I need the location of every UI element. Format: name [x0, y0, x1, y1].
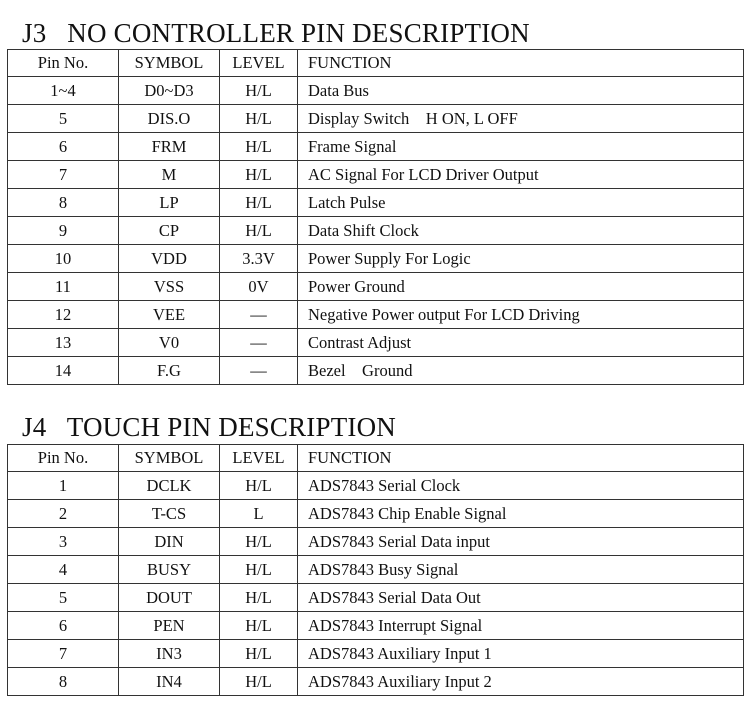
- function-cell: Data Shift Clock: [298, 217, 744, 245]
- level-cell: H/L: [220, 528, 298, 556]
- pin-no-cell: 9: [8, 217, 119, 245]
- pin-no-cell: 13: [8, 329, 119, 357]
- table-header-row: [8, 50, 744, 77]
- j3-pin-table: [7, 49, 744, 385]
- table-row: [8, 105, 744, 133]
- table-row: [8, 329, 744, 357]
- function-cell: Bezel Ground: [298, 357, 744, 385]
- table-row: [8, 217, 744, 245]
- function-cell: Data Bus: [298, 77, 744, 105]
- pin-no-cell: 5: [8, 105, 119, 133]
- symbol-cell: V0: [119, 329, 220, 357]
- pin-no-header: Pin No.: [8, 50, 119, 77]
- pin-no-cell: 1~4: [8, 77, 119, 105]
- table-header-row: [8, 445, 744, 472]
- symbol-cell: DOUT: [119, 584, 220, 612]
- table-row: [8, 556, 744, 584]
- level-cell: H/L: [220, 472, 298, 500]
- table-row: [8, 500, 744, 528]
- function-cell: Display Switch H ON, L OFF: [298, 105, 744, 133]
- function-cell: Power Ground: [298, 273, 744, 301]
- level-cell: H/L: [220, 161, 298, 189]
- level-cell: H/L: [220, 584, 298, 612]
- pin-no-cell: 7: [8, 161, 119, 189]
- level-cell: —: [220, 357, 298, 385]
- symbol-cell: F.G: [119, 357, 220, 385]
- symbol-cell: CP: [119, 217, 220, 245]
- j4-pin-table: [7, 444, 744, 696]
- pin-no-cell: 1: [8, 472, 119, 500]
- table-row: [8, 273, 744, 301]
- symbol-cell: DCLK: [119, 472, 220, 500]
- symbol-cell: DIS.O: [119, 105, 220, 133]
- function-cell: Latch Pulse: [298, 189, 744, 217]
- j3-section-title: J3 NO CONTROLLER PIN DESCRIPTION: [22, 18, 530, 48]
- table-row: [8, 133, 744, 161]
- pin-no-cell: 4: [8, 556, 119, 584]
- table-row: [8, 584, 744, 612]
- pin-no-cell: 6: [8, 612, 119, 640]
- table-row: [8, 612, 744, 640]
- function-cell: ADS7843 Auxiliary Input 2: [298, 668, 744, 696]
- pin-no-cell: 2: [8, 500, 119, 528]
- symbol-cell: VEE: [119, 301, 220, 329]
- symbol-cell: VDD: [119, 245, 220, 273]
- pin-no-cell: 3: [8, 528, 119, 556]
- table-row: [8, 357, 744, 385]
- function-cell: ADS7843 Chip Enable Signal: [298, 500, 744, 528]
- table-row: [8, 189, 744, 217]
- function-cell: ADS7843 Busy Signal: [298, 556, 744, 584]
- symbol-cell: BUSY: [119, 556, 220, 584]
- pin-no-cell: 5: [8, 584, 119, 612]
- pin-no-cell: 8: [8, 189, 119, 217]
- level-cell: H/L: [220, 77, 298, 105]
- table-row: [8, 668, 744, 696]
- function-cell: ADS7843 Serial Clock: [298, 472, 744, 500]
- function-cell: ADS7843 Serial Data Out: [298, 584, 744, 612]
- level-cell: H/L: [220, 217, 298, 245]
- level-cell: H/L: [220, 640, 298, 668]
- symbol-cell: D0~D3: [119, 77, 220, 105]
- pin-no-cell: 12: [8, 301, 119, 329]
- pin-no-cell: 8: [8, 668, 119, 696]
- level-cell: —: [220, 301, 298, 329]
- function-cell: Power Supply For Logic: [298, 245, 744, 273]
- level-cell: 0V: [220, 273, 298, 301]
- symbol-cell: PEN: [119, 612, 220, 640]
- function-header: FUNCTION: [298, 445, 744, 472]
- level-cell: H/L: [220, 612, 298, 640]
- table-row: [8, 245, 744, 273]
- pin-no-cell: 10: [8, 245, 119, 273]
- function-cell: Contrast Adjust: [298, 329, 744, 357]
- symbol-cell: IN3: [119, 640, 220, 668]
- function-cell: Frame Signal: [298, 133, 744, 161]
- level-header: LEVEL: [220, 50, 298, 77]
- j4-table-body: [8, 472, 744, 696]
- level-cell: —: [220, 329, 298, 357]
- function-cell: Negative Power output For LCD Driving: [298, 301, 744, 329]
- symbol-header: SYMBOL: [119, 445, 220, 472]
- table-row: [8, 161, 744, 189]
- table-row: [8, 528, 744, 556]
- level-cell: H/L: [220, 668, 298, 696]
- pin-no-header: Pin No.: [8, 445, 119, 472]
- table-row: [8, 640, 744, 668]
- symbol-cell: M: [119, 161, 220, 189]
- symbol-cell: FRM: [119, 133, 220, 161]
- level-cell: L: [220, 500, 298, 528]
- j4-section-title: J4 TOUCH PIN DESCRIPTION: [22, 412, 396, 442]
- level-cell: H/L: [220, 105, 298, 133]
- function-cell: ADS7843 Auxiliary Input 1: [298, 640, 744, 668]
- level-cell: H/L: [220, 556, 298, 584]
- function-cell: ADS7843 Serial Data input: [298, 528, 744, 556]
- pin-no-cell: 11: [8, 273, 119, 301]
- table-row: [8, 301, 744, 329]
- function-cell: AC Signal For LCD Driver Output: [298, 161, 744, 189]
- level-cell: 3.3V: [220, 245, 298, 273]
- pin-no-cell: 7: [8, 640, 119, 668]
- level-cell: H/L: [220, 133, 298, 161]
- pin-no-cell: 6: [8, 133, 119, 161]
- symbol-cell: LP: [119, 189, 220, 217]
- j3-table-body: [8, 77, 744, 385]
- function-header: FUNCTION: [298, 50, 744, 77]
- symbol-cell: DIN: [119, 528, 220, 556]
- table-row: [8, 77, 744, 105]
- function-cell: ADS7843 Interrupt Signal: [298, 612, 744, 640]
- symbol-cell: VSS: [119, 273, 220, 301]
- level-header: LEVEL: [220, 445, 298, 472]
- symbol-cell: T-CS: [119, 500, 220, 528]
- table-row: [8, 472, 744, 500]
- symbol-header: SYMBOL: [119, 50, 220, 77]
- level-cell: H/L: [220, 189, 298, 217]
- pin-no-cell: 14: [8, 357, 119, 385]
- symbol-cell: IN4: [119, 668, 220, 696]
